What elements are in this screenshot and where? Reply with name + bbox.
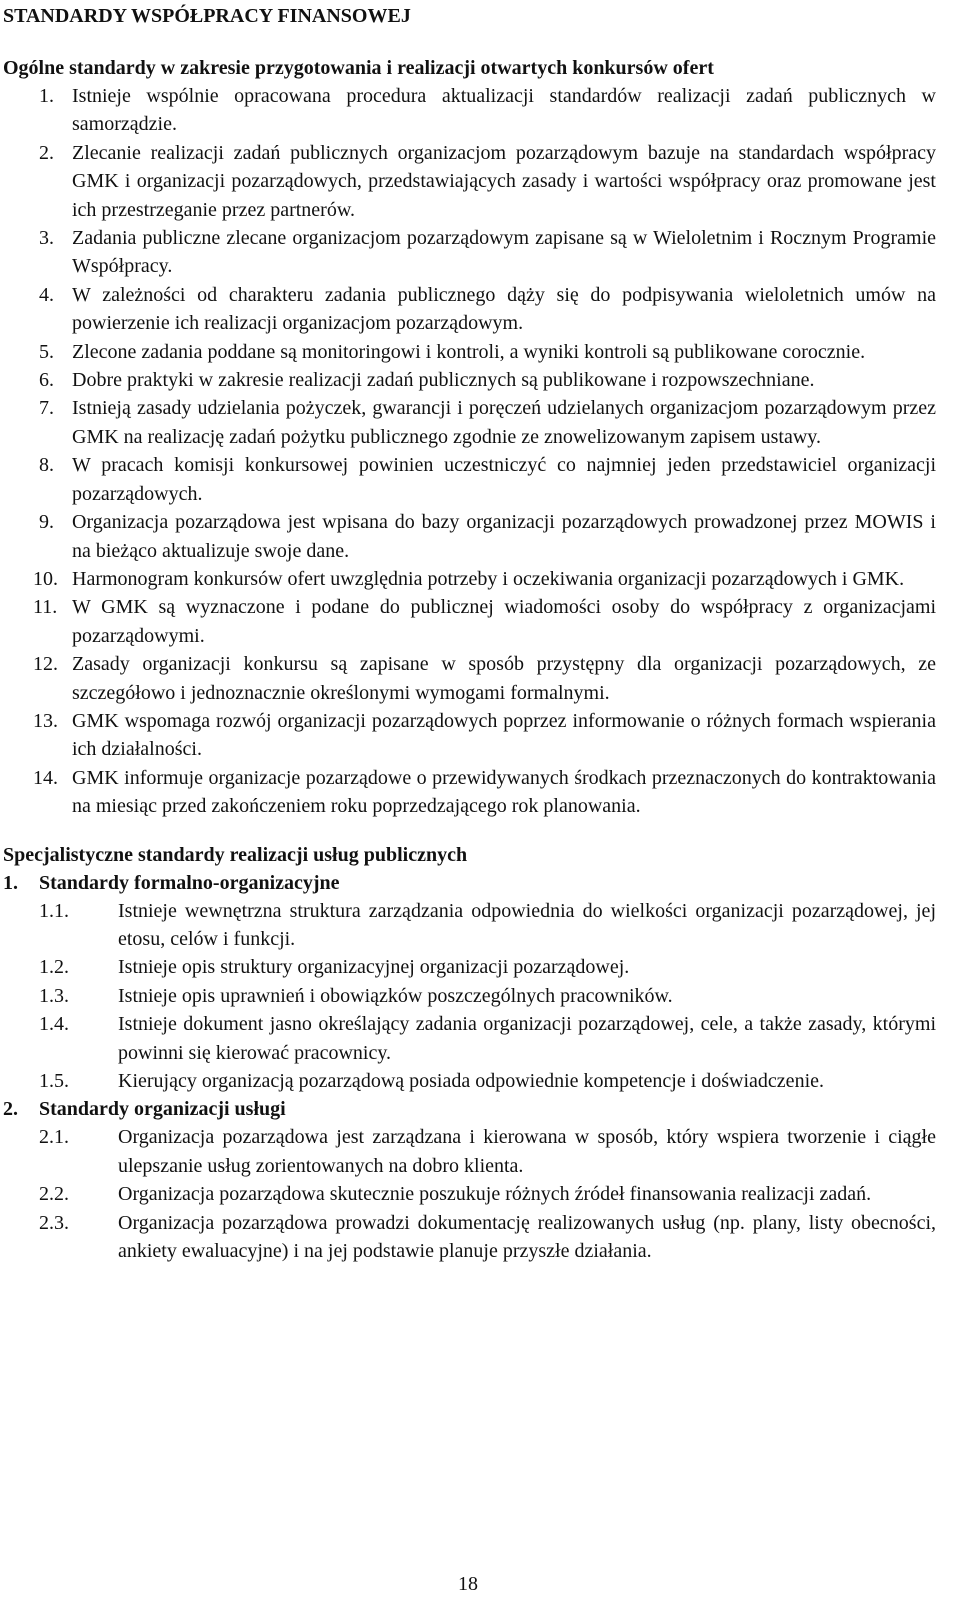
item-text: Zasady organizacji konkursu są zapisane w sposób przystępny dla organizacji pozarządowych, ze szczegółowo i jednoznacznie określonymi wymogami formalnymi. bbox=[72, 653, 936, 704]
general-standards-list bbox=[3, 82, 936, 821]
item-number: 2.2. bbox=[39, 1183, 69, 1206]
group-title: Standardy organizacji usługi bbox=[39, 1098, 286, 1121]
specialist-standard-item bbox=[3, 953, 936, 981]
standard-group-heading bbox=[3, 869, 936, 897]
general-standard-item bbox=[3, 593, 936, 650]
item-number: 8. bbox=[39, 454, 54, 477]
general-standard-item bbox=[3, 139, 936, 224]
item-text: Zlecanie realizacji zadań publicznych organizacjom pozarządowym bazuje na standardach współpracy GMK i organizacji pozarządowych, przedstawiających zasady i wartości współpracy oraz promowane jest ich przestrzeganie przez partnerów. bbox=[72, 141, 936, 221]
item-number: 1.2. bbox=[39, 956, 69, 979]
item-text: Istnieje wewnętrzna struktura zarządzania odpowiednia do wielkości organizacji pozarządowej, jej etosu, celów i funkcji. bbox=[118, 899, 936, 950]
general-standard-item bbox=[3, 281, 936, 338]
standard-group-list bbox=[3, 1123, 936, 1265]
item-text: Organizacja pozarządowa jest zarządzana i kierowana w sposób, który wspiera tworzenie i ciągłe ulepszanie usług zorientowanych na dobro klienta. bbox=[118, 1126, 936, 1177]
item-text: Organizacja pozarządowa jest wpisana do bazy organizacji pozarządowych prowadzonej przez MOWIS i na bieżąco aktualizuje swoje dane. bbox=[72, 511, 936, 562]
item-text: Istnieje opis struktury organizacyjnej organizacji pozarządowej. bbox=[118, 956, 630, 979]
item-text: Istnieje wspólnie opracowana procedura aktualizacji standardów realizacji zadań publicznych w samorządzie. bbox=[72, 85, 936, 136]
item-text: Harmonogram konkursów ofert uwzględnia potrzeby i oczekiwania organizacji pozarządowych i GMK. bbox=[72, 567, 905, 590]
specialist-standard-item bbox=[3, 1067, 936, 1095]
item-number: 10. bbox=[33, 567, 58, 590]
specialist-standards-groups bbox=[3, 869, 936, 1266]
item-text: W zależności od charakteru zadania publicznego dąży się do podpisywania wieloletnich umów na powierzenie ich realizacji organizacjom pozarządowym. bbox=[72, 283, 936, 335]
item-number: 2.1. bbox=[39, 1126, 69, 1149]
item-text: W GMK są wyznaczone i podane do publicznej wiadomości osoby do współpracy z organizacjami pozarządowymi. bbox=[72, 596, 936, 647]
item-text: Istnieją zasady udzielania pożyczek, gwarancji i poręczeń udzielanych organizacjom pozarządowym przez GMK na realizację zadań pożytku publicznego zgodnie ze znowelizowanym zapisem ustawy. bbox=[72, 397, 936, 448]
item-number: 7. bbox=[39, 397, 54, 420]
item-text: Dobre praktyki w zakresie realizacji zadań publicznych są publikowane i rozpowszechniane. bbox=[72, 369, 815, 392]
standard-group-list bbox=[3, 897, 936, 1096]
general-standards-heading: Ogólne standardy w zakresie przygotowania i realizacji otwartych konkursów ofert bbox=[3, 57, 714, 79]
specialist-standard-item bbox=[3, 897, 936, 954]
item-number: 1. bbox=[39, 85, 54, 107]
general-standard-item bbox=[3, 82, 936, 139]
item-text: GMK wspomaga rozwój organizacji pozarządowych poprzez informowanie o różnych formach wspierania ich działalności. bbox=[72, 709, 936, 761]
item-number: 1.3. bbox=[39, 984, 69, 1007]
item-text: Zadania publiczne zlecane organizacjom pozarządowym zapisane są w Wieloletnim i Rocznym Programie Współpracy. bbox=[72, 227, 936, 278]
item-number: 3. bbox=[39, 227, 54, 250]
page-number: 18 bbox=[458, 1573, 478, 1595]
item-text: Kierujący organizacją pozarządową posiada odpowiednie kompetencje i doświadczenie. bbox=[118, 1070, 824, 1092]
item-number: 1.4. bbox=[39, 1013, 69, 1036]
item-number: 11. bbox=[33, 596, 58, 619]
general-standard-item bbox=[3, 764, 936, 821]
item-text: Organizacja pozarządowa prowadzi dokumentację realizowanych usług (np. plany, listy obecności, ankiety ewaluacyjne) i na jej podstawie planuje przyszłe działania. bbox=[118, 1211, 936, 1263]
general-standard-item bbox=[3, 224, 936, 281]
general-standard-item bbox=[3, 338, 936, 366]
group-number: 2. bbox=[3, 1098, 18, 1121]
item-number: 2. bbox=[39, 141, 54, 164]
general-standard-item bbox=[3, 451, 936, 508]
item-number: 2.3. bbox=[39, 1211, 69, 1234]
item-number: 1.5. bbox=[39, 1070, 69, 1092]
general-standard-item bbox=[3, 366, 936, 394]
general-standard-item bbox=[3, 508, 936, 565]
item-number: 6. bbox=[39, 369, 54, 392]
item-number: 14. bbox=[33, 766, 58, 789]
specialist-standards-heading: Specjalistyczne standardy realizacji usług publicznych bbox=[3, 843, 468, 866]
group-title: Standardy formalno-organizacyjne bbox=[39, 871, 340, 894]
specialist-standard-item bbox=[3, 1209, 936, 1266]
general-standard-item bbox=[3, 394, 936, 451]
item-number: 4. bbox=[39, 283, 54, 306]
specialist-standard-item bbox=[3, 1123, 936, 1180]
item-number: 5. bbox=[39, 340, 54, 363]
general-standard-item bbox=[3, 650, 936, 707]
specialist-standard-item bbox=[3, 1180, 936, 1208]
item-text: Istnieje dokument jasno określający zadania organizacji pozarządowej, cele, a także zasady, którymi powinni się kierować pracownicy. bbox=[118, 1013, 936, 1064]
item-number: 1.1. bbox=[39, 899, 69, 922]
general-standard-item bbox=[3, 565, 936, 593]
item-text: Zlecone zadania poddane są monitoringowi i kontroli, a wyniki kontroli są publikowane corocznie. bbox=[72, 340, 866, 363]
group-number: 1. bbox=[3, 871, 18, 894]
item-text: Organizacja pozarządowa skutecznie poszukuje różnych źródeł finansowania realizacji zadań. bbox=[118, 1183, 872, 1206]
item-number: 12. bbox=[33, 653, 58, 676]
item-text: Istnieje opis uprawnień i obowiązków poszczególnych pracowników. bbox=[118, 984, 673, 1007]
item-text: GMK informuje organizacje pozarządowe o przewidywanych środkach przeznaczonych do kontraktowania na miesiąc przed zakończeniem roku poprzedzającego rok planowania. bbox=[72, 766, 936, 818]
item-number: 9. bbox=[39, 511, 54, 534]
item-number: 13. bbox=[33, 709, 58, 732]
standard-group-heading bbox=[3, 1095, 936, 1123]
document-title: STANDARDY WSPÓŁPRACY FINANSOWEJ bbox=[3, 5, 411, 27]
specialist-standard-item bbox=[3, 1010, 936, 1067]
specialist-standard-item bbox=[3, 982, 936, 1010]
general-standard-item bbox=[3, 707, 936, 764]
item-text: W pracach komisji konkursowej powinien uczestniczyć co najmniej jeden przedstawiciel organizacji pozarządowych. bbox=[72, 454, 936, 505]
